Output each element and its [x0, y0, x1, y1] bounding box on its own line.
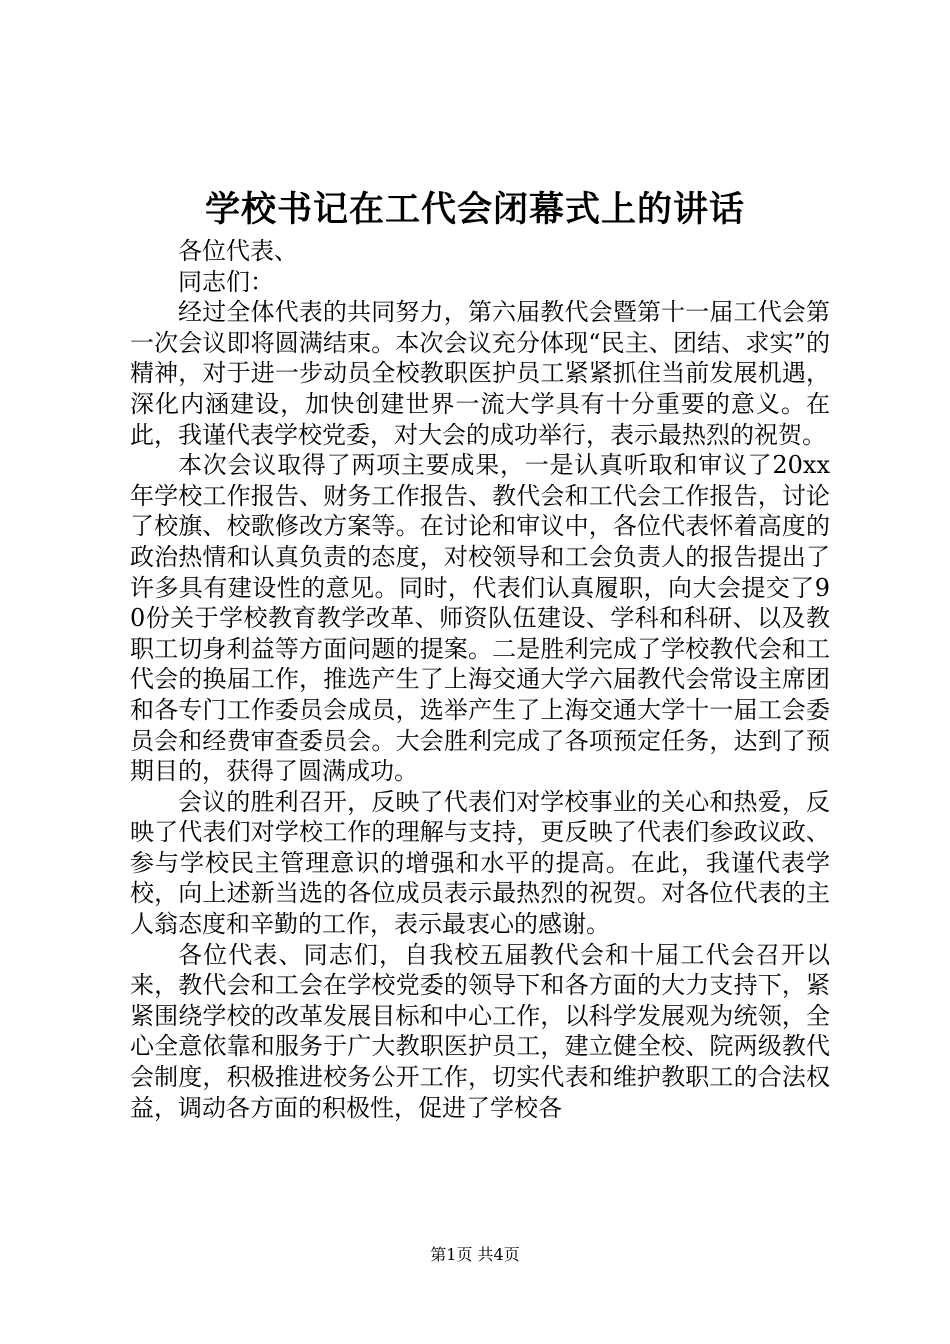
- paragraph-3: 会议的胜利召开，反映了代表们对学校事业的关心和热爱，反映了代表们对学校工作的理解与支持，更反映了代表们参政议政、参与学校民主管理意识的增强和水平的提高。在此，我谨代表学校，向上述新当选的各位成员表示最热烈的祝贺。对各位代表的主人翁态度和辛勤的工作，表示最衷心的感谢。: [130, 787, 830, 939]
- paragraph-1: 经过全体代表的共同努力，第六届教代会暨第十一届工代会第一次会议即将圆满结束。本次会议充分体现“民主、团结、求实”的精神，对于进一步动员全校教职医护员工紧紧抓住当前发展机遇，深化内涵建设，加快创建世界一流大学具有十分重要的意义。在此，我谨代表学校党委，对大会的成功举行，表示最热烈的祝贺。: [130, 298, 830, 449]
- paragraph-2: 本次会议取得了两项主要成果，一是认真听取和审议了20xx年学校工作报告、财务工作报告、教代会和工代会工作报告，讨论了校旗、校歌修改方案等。在讨论和审议中，各位代表怀着高度的政治热情和认真负责的态度，对校领导和工会负责人的报告提出了许多具有建设性的意见。同时，代表们认真履职，向大会提交了90份关于学校教育教学改革、师资队伍建设、学科和科研、以及教职工切身利益等方面问题的提案。二是胜利完成了学校教代会和工代会的换届工作，推选产生了上海交通大学六届教代会常设主席团和各专门工作委员会成员，选举产生了上海交通大学十一届工会委员会和经费审查委员会。大会胜利完成了各项预定任务，达到了预期目的，获得了圆满成功。: [130, 451, 830, 786]
- document-title: 学校书记在工代会闭幕式上的讲话: [204, 189, 745, 230]
- salutation-comrades: 同志们：: [178, 267, 274, 296]
- page-footer: 第1页 共4页: [430, 1245, 520, 1264]
- document-body: [130, 236, 830, 1123]
- salutation-delegates: 各位代表、: [178, 237, 298, 265]
- paragraph-4: 各位代表、同志们，自我校五届教代会和十届工代会召开以来，教代会和工会在学校党委的领导下和各方面的大力支持下，紧紧围绕学校的改革发展目标和中心工作，以科学发展观为统领，全心全意依靠和服务于广大教职医护员工，建立健全校、院两级教代会制度，积极推进校务公开工作，切实代表和维护教职工的合法权益，调动各方面的积极性，促进了学校各: [130, 940, 830, 1122]
